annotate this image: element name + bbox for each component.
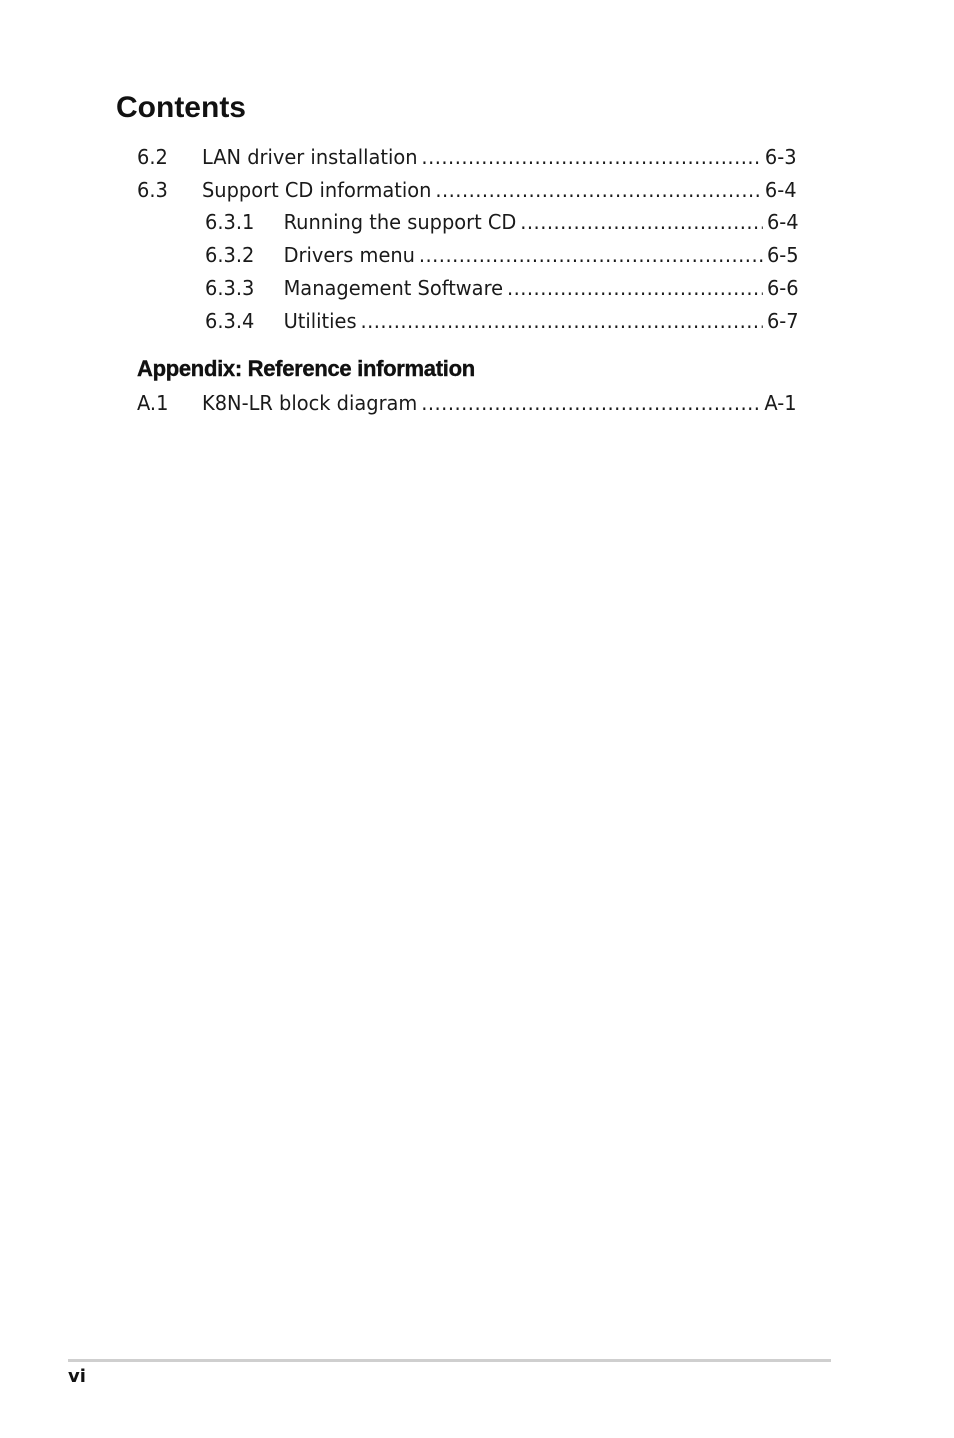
page-title: Contents [116, 91, 246, 124]
toc-entry[interactable] [137, 175, 797, 205]
toc-dot-leader [507, 273, 763, 303]
toc-entry-label: Support CD information [201, 178, 432, 202]
toc-entry-label: K8N-LR block diagram [201, 391, 418, 415]
footer-page-number: vi [68, 1366, 86, 1387]
toc-entry-label: Running the support CD [283, 210, 517, 234]
toc-entry-page: 6-3 [764, 145, 797, 169]
toc-entry-number: 6.3.3 [205, 276, 255, 300]
footer-divider [68, 1359, 831, 1362]
appendix-heading: Appendix: Reference information [137, 356, 475, 381]
toc-entry-label: LAN driver installation [201, 145, 418, 169]
toc-dot-leader [421, 388, 760, 418]
toc-dot-leader [435, 175, 761, 205]
toc-subentry[interactable] [205, 306, 799, 336]
toc-dot-leader [520, 207, 763, 237]
toc-entry-number: 6.3.2 [205, 243, 255, 267]
toc-entry-page: 6-4 [764, 178, 797, 202]
toc-subentry[interactable] [205, 273, 799, 303]
toc-entry-page: 6-6 [766, 276, 799, 300]
toc-subentry[interactable] [205, 207, 799, 237]
toc-entry[interactable] [137, 142, 797, 172]
toc-dot-leader [419, 240, 763, 270]
toc-entry-page: 6-7 [766, 309, 799, 333]
toc-dot-leader [360, 306, 763, 336]
toc-entry-page: A-1 [764, 391, 797, 415]
toc-entry-label: Management Software [283, 276, 504, 300]
toc-entry-number: 6.3.4 [205, 309, 255, 333]
toc-dot-leader [421, 142, 761, 172]
toc-entry-number: 6.3 [137, 178, 168, 202]
toc-entry-label: Utilities [283, 309, 357, 333]
toc-entry-label: Drivers menu [283, 243, 415, 267]
toc-entry[interactable] [137, 388, 797, 418]
toc-entry-number: 6.2 [137, 145, 168, 169]
toc-entry-page: 6-5 [766, 243, 799, 267]
toc-entry-number: 6.3.1 [205, 210, 255, 234]
toc-entry-page: 6-4 [766, 210, 799, 234]
toc-entry-number: A.1 [137, 391, 169, 415]
toc-subentry[interactable] [205, 240, 799, 270]
